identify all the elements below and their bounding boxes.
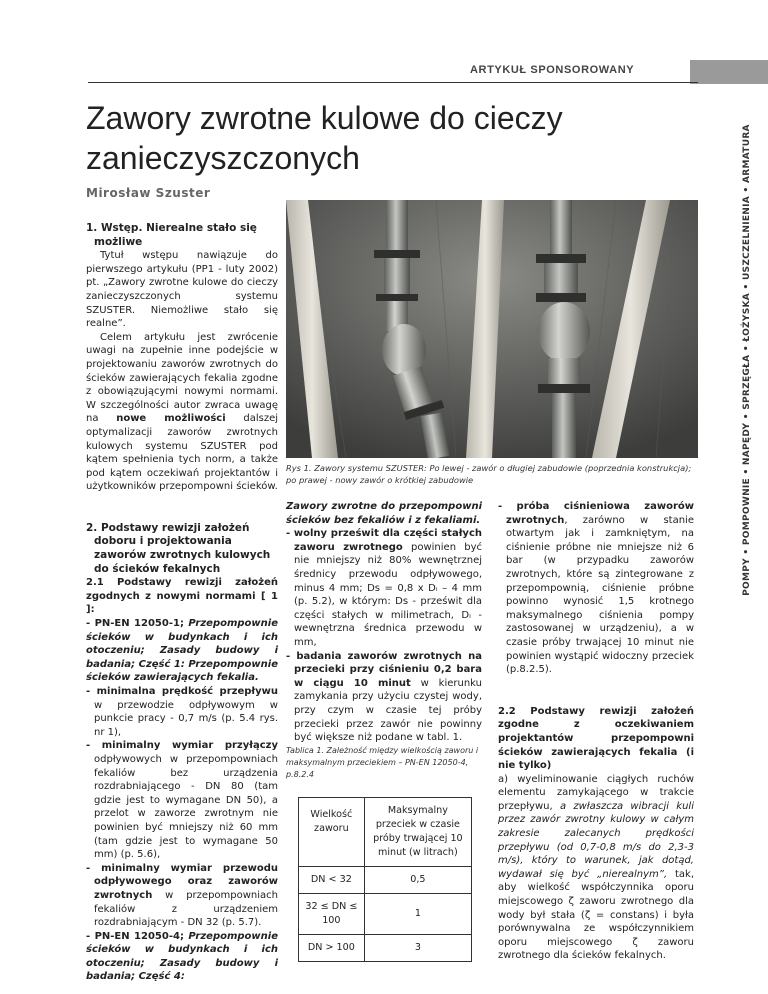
bullet-lead: - badania zaworów zwrotnych na przecieki przy ciśnieniu 0,2 bara w ciągu 10 minut [286,650,482,689]
valves-photo [286,200,698,458]
table-header-cell: Maksymalny przeciek w czasie próby trwającej 10 minut (w litrach) [364,797,471,866]
heading-intro: 1. Wstęp. Nierealne stało się możliwe [86,222,257,248]
column-2 [286,500,482,962]
norm-code: - PN-EN 12050-4; [86,930,184,942]
text-run: Celem artykułu jest zwrócenie uwagi na zupełnie inne podejście w projektowaniu zaworów zwrotnych do ścieków zawierających fekalia zgodne z obowiązującymi nowymi normami. W szczególności autor zwraca uwagę na [86,331,278,425]
table-caption: Tablica 1. Zależność między wielkością zaworu i maksymalnym przeciekiem – PN-EN 12050-4, p.8.2.4 [286,745,479,779]
bullet-text: w przepompowniach fekaliów z urządzeniem rozdrabniającym - DN 32 (p. 5.7). [94,889,278,929]
table-cell: 3 [364,934,471,961]
bullet-text: w przewodzie odpływowym w punkcie pracy - 0,7 m/s (p. 5.4 rys. nr 1), [94,699,278,738]
bullet-pressure-test [498,500,694,677]
bullet-lead: - minimalna prędkość przepływu [86,686,278,697]
bullet-lead: - minimalny wymiar przyłączy [86,740,278,752]
text-run: dalszej optymalizacji zaworów zwrotnych kulowych systemu SZUSTER pod kątem spełnienia tych norm, a także pod kątem oczekiwań projektantów i użytkowników przepompowni ścieków. [86,413,278,493]
side-category-strip [738,95,756,625]
intro-paragraph-2 [86,331,278,494]
table-row [299,893,472,934]
valves-intro: Zawory zwrotne do przepompowni ścieków bez fekaliów i z fekaliami. [286,501,482,526]
bullet-lead: - próba ciśnieniowa zaworów zwrotnych [498,501,694,526]
bullet-text: , zarówno w stanie otwartym jak i zamkniętym, na ciśnienie próbne nie mniejsze niż 6 bar (w przypadku zaworów zwrotnych, które są zintegrowane z przepompownią, ciśnienie próbne powinno wynosić 1,5 krotnego maksymalnego ciśnienia pompy zastosowanej w urządzeniu), a w czasie próby trwającej 10 minut nie powinien wystąpić widoczny przeciek (p.8.2.5). [506,514,694,676]
bullet-min-pipe [86,862,278,930]
table-row [299,934,472,961]
text-run: a) wyeliminowanie ciągłych ruchów elementu zamykającego w trakcie przepływu, [498,773,694,812]
norm-code: - PN-EN 12050-1; [86,618,184,630]
leak-table [298,797,472,962]
table-header-row [299,797,472,866]
point-a [498,773,694,963]
side-category-text: POMPY • POMPOWNIE • NAPĘDY • SPRZĘGŁA • ŁOŻYSKA • USZCZELNIENIA • ARMATURA [742,124,752,596]
bullet-text: w kierunku zamykania przy użyciu czystej wody, przy czym w czasie tej próby przecieki przez zawór nie powinny być większe niż podane w tabl. 1. [294,677,482,744]
text-run: tak, aby wielkość współczynnika oporu miejscowego ζ zaworu zwrotnego dla wody był stała (ζ = constans) i była porównywalna ze współczynnikiem oporu miejscowego ζ zaworu zwrotnego dla ścieków fekalnych. [498,868,694,962]
intro-paragraph-1: Tytuł wstępu nawiązuje do pierwszego artykułu (PP1 - luty 2002) pt. „Zawory zwrotne kulowe do cieczy zanieczyszczonych systemu SZUSTER. Niemożliwe stało się realne”. [86,250,278,330]
table-header-cell: Wielkość zaworu [299,797,365,866]
subsection-2-1: 2.1 Podstawy rewizji założeń zgodnych z nowymi normami [ 1 ]: [86,577,278,616]
author-name: Mirosław Szuster [86,186,211,200]
norm-title: Przepompownie ścieków w budynkach i ich otoczeniu; Zasady budowy i badania; Część 4: [86,930,278,983]
bullet-clear-passage [286,527,482,649]
heading-section-2: 2. Podstawy rewizji założeń doboru i projektowania zaworów zwrotnych kulowych do ścieków fekalnych [86,521,271,575]
emphasis: nowe możliwości [116,413,226,425]
section-label: ARTYKUŁ SPONSOROWANY [470,64,635,76]
emphasis: a zwłaszcza wibracji kuli przez zawór zwrotny kulowy w całym zakresie zalecanych prędkości przepływu (od 0,7-0,8 m/s do 2,3-3 m/s), który to warunek, jak dotąd, wydawał się być „nierealnym”, [498,800,694,880]
table-cell: 1 [364,893,471,934]
article-title: Zawory zwrotne kulowe do cieczy zanieczyszczonych [86,100,563,176]
norm-title: Przepompownie ścieków w budynkach i ich otoczeniu; Zasady budowy i badania; Część 1: Przepompownie ścieków zawierających fekalia. [86,618,278,684]
subsection-2-2: 2.2 Podstawy rewizji założeń zgodne z oczekiwaniem projektantów przepompowni ścieków zawierających fekalia (i nie tylko) [498,705,694,772]
bullet-lead: - minimalny wymiar przewodu odpływowego oraz zaworów zwrotnych [86,862,278,901]
table-cell: 0,5 [364,866,471,893]
bullet-min-velocity [86,685,278,739]
norm-12050-1 [86,617,278,685]
norm-12050-4 [86,930,278,984]
bullet-text: odpływowych w przepompowniach fekaliów bez urządzenia rozdrabniającego - DN 80 (tam gdzie jest to wymagane DN 50), a przelot w zaworze zwrotnym nie powinien być mniejszy niż 60 mm (tam gdzie jest to wymagane 50 mm) (p. 5.6), [94,753,278,861]
bullet-text: powinien być nie mniejszy niż 80% wewnętrznej średnicy przewodu odpływowego, minus 4 mm; Ds = 0,8 x Dᵢ – 4 mm (p. 5.2), w którym: Ds - prześwit dla części stałych w milimetrach, Dᵢ - wewnętrzna średnica przewodu w mm, [294,541,483,648]
table-cell: DN < 32 [299,866,365,893]
column-3 [498,500,694,963]
bullet-leak-test [286,650,482,745]
table-cell: DN > 100 [299,934,365,961]
column-1 [86,222,278,984]
table-cell: 32 ≤ DN ≤ 100 [299,893,365,934]
header-rule [88,82,698,83]
table-row [299,866,472,893]
header-bar [690,60,768,84]
figure-caption: Rys 1. Zawory systemu SZUSTER: Po lewej - zawór o długiej zabudowie (poprzednia konstrukcja); po prawej - nowy zawór o krótkiej zabudowie [286,463,692,485]
bullet-min-connection [86,739,278,861]
bullet-lead: - wolny prześwit dla części stałych zaworu zwrotnego [286,528,482,553]
